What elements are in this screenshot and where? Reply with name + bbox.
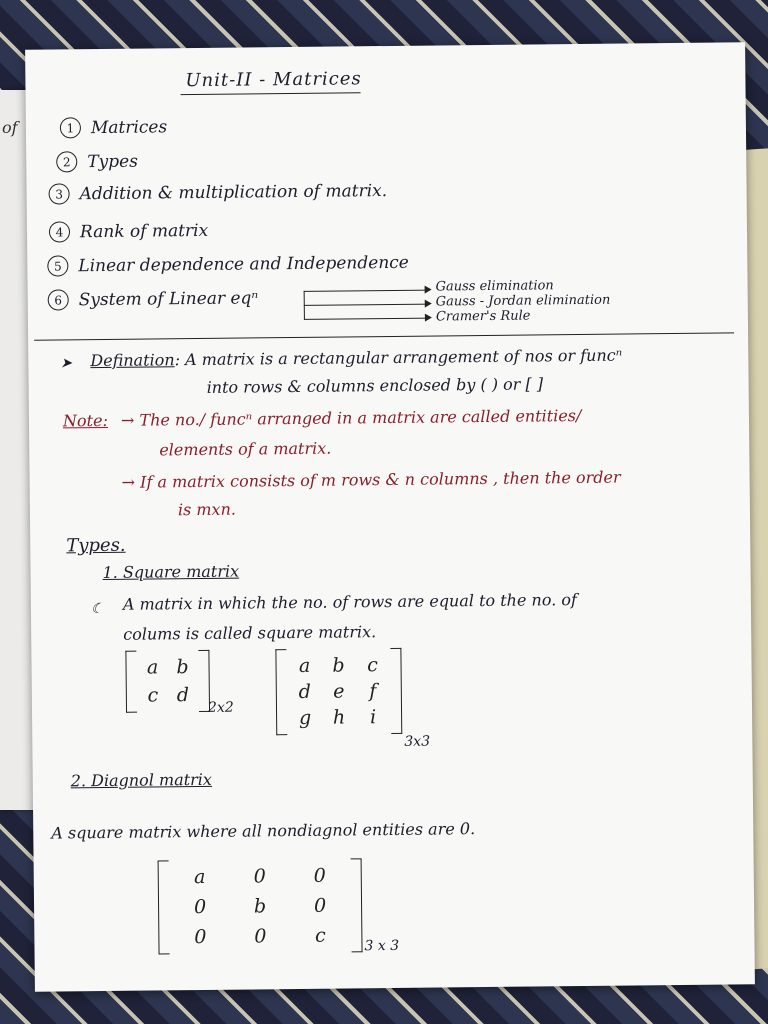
bullet-icon: ➤ — [60, 355, 73, 372]
notebook-page — [25, 42, 755, 991]
note-line-4: is mxn. — [177, 499, 237, 520]
toc-item-5 — [47, 252, 409, 277]
matrix-entry: f — [369, 680, 377, 703]
note-line-3: → If a matrix consists of m rows & n columns , then the order — [121, 467, 621, 492]
matrix-entry: 0 — [254, 925, 267, 948]
toc-item-2 — [56, 151, 138, 173]
toc-label: Linear dependence and Independence — [78, 252, 409, 276]
bullet-icon: ☾ — [90, 601, 104, 618]
matrix-entry: c — [367, 654, 378, 677]
arrow-gauss — [304, 290, 430, 293]
definition-line-1: : A matrix is a rectangular arrangement of nos or funcⁿ — [174, 345, 623, 370]
toc-label: System of Linear eqⁿ — [78, 287, 259, 310]
matrix-entry: d — [298, 680, 312, 703]
toc-item-1 — [60, 116, 167, 138]
square-line-2: colums is called square matrix. — [123, 622, 377, 644]
toc-item-4 — [49, 220, 208, 243]
toc-num: 6 — [48, 289, 69, 310]
diagonal-matrix-title: 2. Diagnol matrix — [70, 769, 212, 791]
toc-label: Addition & multiplication of matrix. — [79, 180, 388, 204]
matrix-entry: 0 — [194, 925, 207, 949]
matrix-entry: a — [193, 865, 206, 889]
toc-num: 3 — [48, 183, 69, 204]
matrix-3x3 — [287, 654, 390, 729]
toc-num: 1 — [60, 117, 81, 138]
matrix-entry: c — [314, 924, 326, 947]
matrix-entry: 0 — [253, 865, 266, 888]
section-divider — [34, 332, 734, 341]
diagonal-matrix-order: 3 x 3 — [364, 937, 400, 955]
toc-num: 2 — [56, 151, 77, 172]
toc-label: Rank of matrix — [79, 220, 209, 242]
matrix-entry: i — [369, 706, 377, 729]
note-label: Note: — [62, 410, 108, 431]
toc-item-6 — [48, 287, 259, 310]
method-gauss-jordan: Gauss - Jordan elimination — [435, 292, 611, 310]
matrix-entry: 0 — [313, 894, 327, 917]
matrix-2x2-order: 2x2 — [207, 699, 234, 716]
matrix-entry: e — [333, 680, 345, 703]
matrix-2x2 — [137, 656, 198, 707]
method-gauss: Gauss elimination — [435, 278, 554, 295]
matrix-3x3-order: 3x3 — [404, 733, 431, 750]
toc-item-3 — [48, 180, 387, 205]
matrix-entry: d — [176, 684, 190, 707]
matrix-entry: c — [147, 684, 159, 707]
title-underline — [181, 92, 361, 95]
square-matrix-title: 1. Square matrix — [102, 561, 240, 583]
definition-label: Defination — [90, 350, 175, 371]
matrix-entry: b — [176, 656, 189, 679]
matrix-entry: h — [332, 706, 346, 729]
matrix-entry: g — [298, 706, 312, 729]
diagonal-matrix — [170, 864, 351, 948]
note-line-1: → The no./ funcⁿ arranged in a matrix are called entities/ — [120, 405, 582, 430]
toc-label: Matrices — [90, 116, 168, 138]
definition-line-2: into rows & columns enclosed by ( ) or [ ] — [206, 374, 544, 397]
page-title: Unit-II - Matrices — [185, 68, 362, 92]
arrow-cramer — [304, 318, 430, 321]
arrow-gauss-jordan — [304, 304, 430, 307]
toc-num: 4 — [49, 221, 70, 242]
matrix-entry: 0 — [193, 895, 207, 919]
toc-label: Types — [87, 151, 138, 172]
margin-text: of — [2, 118, 18, 137]
types-heading: Types. — [66, 534, 126, 557]
matrix-entry: a — [146, 656, 159, 679]
diagonal-line-1: A square matrix where all nondiagnol entities are 0. — [51, 819, 476, 843]
matrix-entry: b — [253, 895, 267, 918]
note-line-2: elements of a matrix. — [159, 438, 332, 460]
arrow-bracket — [304, 291, 306, 320]
method-cramer: Cramer's Rule — [435, 308, 531, 325]
definition — [90, 346, 622, 371]
matrix-entry: b — [332, 654, 345, 677]
square-line-1: A matrix in which the no. of rows are equal to the no. of — [122, 590, 577, 614]
matrix-entry: a — [298, 654, 311, 677]
toc-num: 5 — [47, 255, 68, 276]
matrix-entry: 0 — [313, 864, 326, 887]
